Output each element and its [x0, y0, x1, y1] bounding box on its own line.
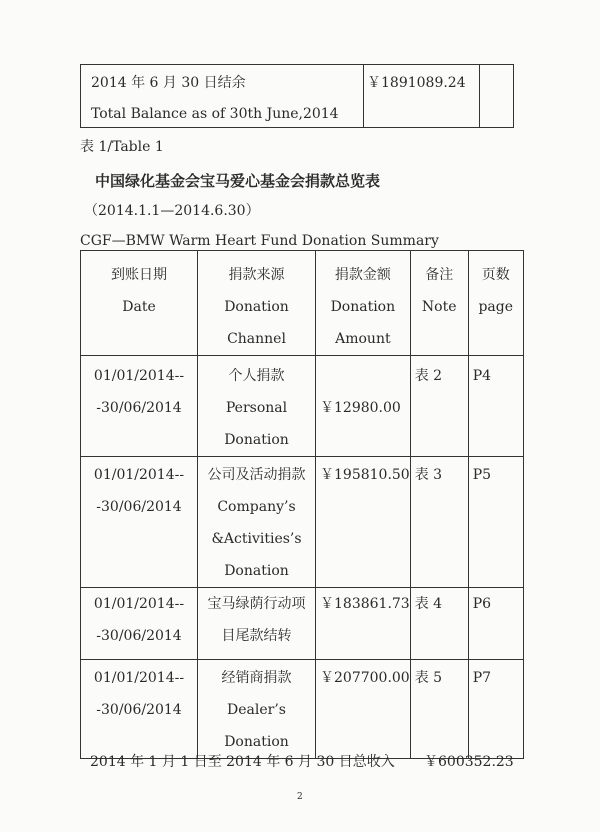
- row-amount-value: ￥12980.00: [320, 400, 401, 416]
- header-amount-en2: Amount: [335, 331, 391, 347]
- donation-summary-table: [80, 250, 524, 759]
- header-note-cn: 备注: [425, 267, 454, 283]
- row-date-line2: -30/06/2014: [96, 702, 182, 718]
- table-row: [81, 457, 524, 588]
- title-en: CGF—BMW Warm Heart Fund Donation Summary: [80, 233, 439, 249]
- row-channel-line: Donation: [224, 563, 289, 579]
- row-note-value: 表 2: [414, 368, 443, 384]
- row-date: [81, 457, 198, 588]
- row-note: [410, 457, 468, 588]
- title-cn: 中国绿化基金会宝马爱心基金会捐款总览表: [95, 172, 381, 190]
- row-note: [410, 588, 468, 660]
- row-channel: [198, 588, 316, 660]
- row-page: [468, 588, 523, 660]
- header-channel-cn: 捐款来源: [228, 267, 285, 283]
- header-channel-en1: Donation: [224, 299, 289, 315]
- table-row: [81, 660, 524, 759]
- table-caption: 表 1/Table 1: [80, 139, 164, 155]
- table-row: [81, 588, 524, 660]
- balance-box: [80, 64, 514, 128]
- row-channel-line: Donation: [224, 432, 289, 448]
- row-date-line2: -30/06/2014: [96, 400, 182, 416]
- row-note-value: 表 4: [414, 596, 443, 612]
- row-note: [410, 356, 468, 457]
- row-amount: [316, 588, 411, 660]
- row-page-value: P4: [472, 368, 492, 384]
- row-amount: [316, 660, 411, 759]
- row-channel-line: 经销商捐款: [221, 670, 292, 686]
- row-note-value: 表 3: [414, 467, 443, 483]
- header-page: [468, 251, 523, 356]
- balance-amount: ￥1891089.24: [367, 75, 466, 91]
- row-channel-line: 公司及活动捐款: [207, 467, 306, 483]
- balance-label-en: Total Balance as of 30th June,2014: [91, 106, 339, 122]
- row-amount: [316, 356, 411, 457]
- header-amount-en1: Donation: [330, 299, 396, 315]
- row-page-value: P5: [472, 467, 492, 483]
- header-page-en: page: [478, 299, 513, 315]
- row-date-line2: -30/06/2014: [96, 499, 182, 515]
- row-page: [468, 356, 523, 457]
- row-channel-line: Personal: [225, 400, 288, 416]
- header-amount: [316, 251, 411, 356]
- row-note-value: 表 5: [414, 670, 443, 686]
- balance-amount-cell: [363, 65, 480, 127]
- date-range: （2014.1.1—2014.6.30）: [84, 203, 260, 219]
- row-amount-value: ￥207700.00: [320, 670, 410, 686]
- row-date: [81, 660, 198, 759]
- row-channel-line: Dealer’s: [227, 702, 286, 718]
- row-amount-value: ￥195810.50: [320, 467, 410, 483]
- row-date-line1: 01/01/2014--: [93, 596, 185, 612]
- row-date: [81, 588, 198, 660]
- row-channel-line: Company’s: [217, 499, 296, 515]
- row-channel: [198, 457, 316, 588]
- header-channel-en2: Channel: [227, 331, 286, 347]
- row-channel-line: Donation: [224, 734, 289, 750]
- header-page-cn: 页数: [481, 267, 510, 283]
- header-amount-cn: 捐款金额: [334, 267, 391, 283]
- row-channel: [198, 356, 316, 457]
- row-channel-line: 个人捐款: [228, 368, 285, 384]
- row-date-line1: 01/01/2014--: [93, 670, 185, 686]
- header-date-en: Date: [122, 299, 156, 315]
- row-channel-line: 目尾款结转: [221, 628, 292, 644]
- row-page: [468, 660, 523, 759]
- page-number: 2: [297, 792, 303, 802]
- table-header-row: [81, 251, 524, 356]
- total-label: 2014 年 1 月 1 日至 2014 年 6 月 30 日总收入: [90, 754, 395, 770]
- row-note: [410, 660, 468, 759]
- header-date-cn: 到账日期: [111, 267, 167, 283]
- header-channel: [198, 251, 316, 356]
- balance-label-cell: [81, 65, 364, 127]
- row-channel-line: 宝马绿荫行动项: [207, 596, 306, 612]
- header-note: [410, 251, 468, 356]
- row-date-line1: 01/01/2014--: [93, 467, 185, 483]
- row-channel: [198, 660, 316, 759]
- row-page: [468, 457, 523, 588]
- table-row: [81, 356, 524, 457]
- row-channel-line: &Activities’s: [211, 531, 302, 547]
- row-page-value: P6: [472, 596, 492, 612]
- row-date: [81, 356, 198, 457]
- total-amount: ￥600352.23: [424, 754, 514, 770]
- row-amount-value: ￥183861.73: [320, 596, 410, 612]
- header-date: [81, 251, 198, 356]
- row-amount: [316, 457, 411, 588]
- row-date-line2: -30/06/2014: [96, 628, 182, 644]
- header-note-en: Note: [421, 299, 457, 315]
- balance-label-cn: 2014 年 6 月 30 日结余: [91, 75, 246, 91]
- row-page-value: P7: [472, 670, 492, 686]
- row-date-line1: 01/01/2014--: [93, 368, 185, 384]
